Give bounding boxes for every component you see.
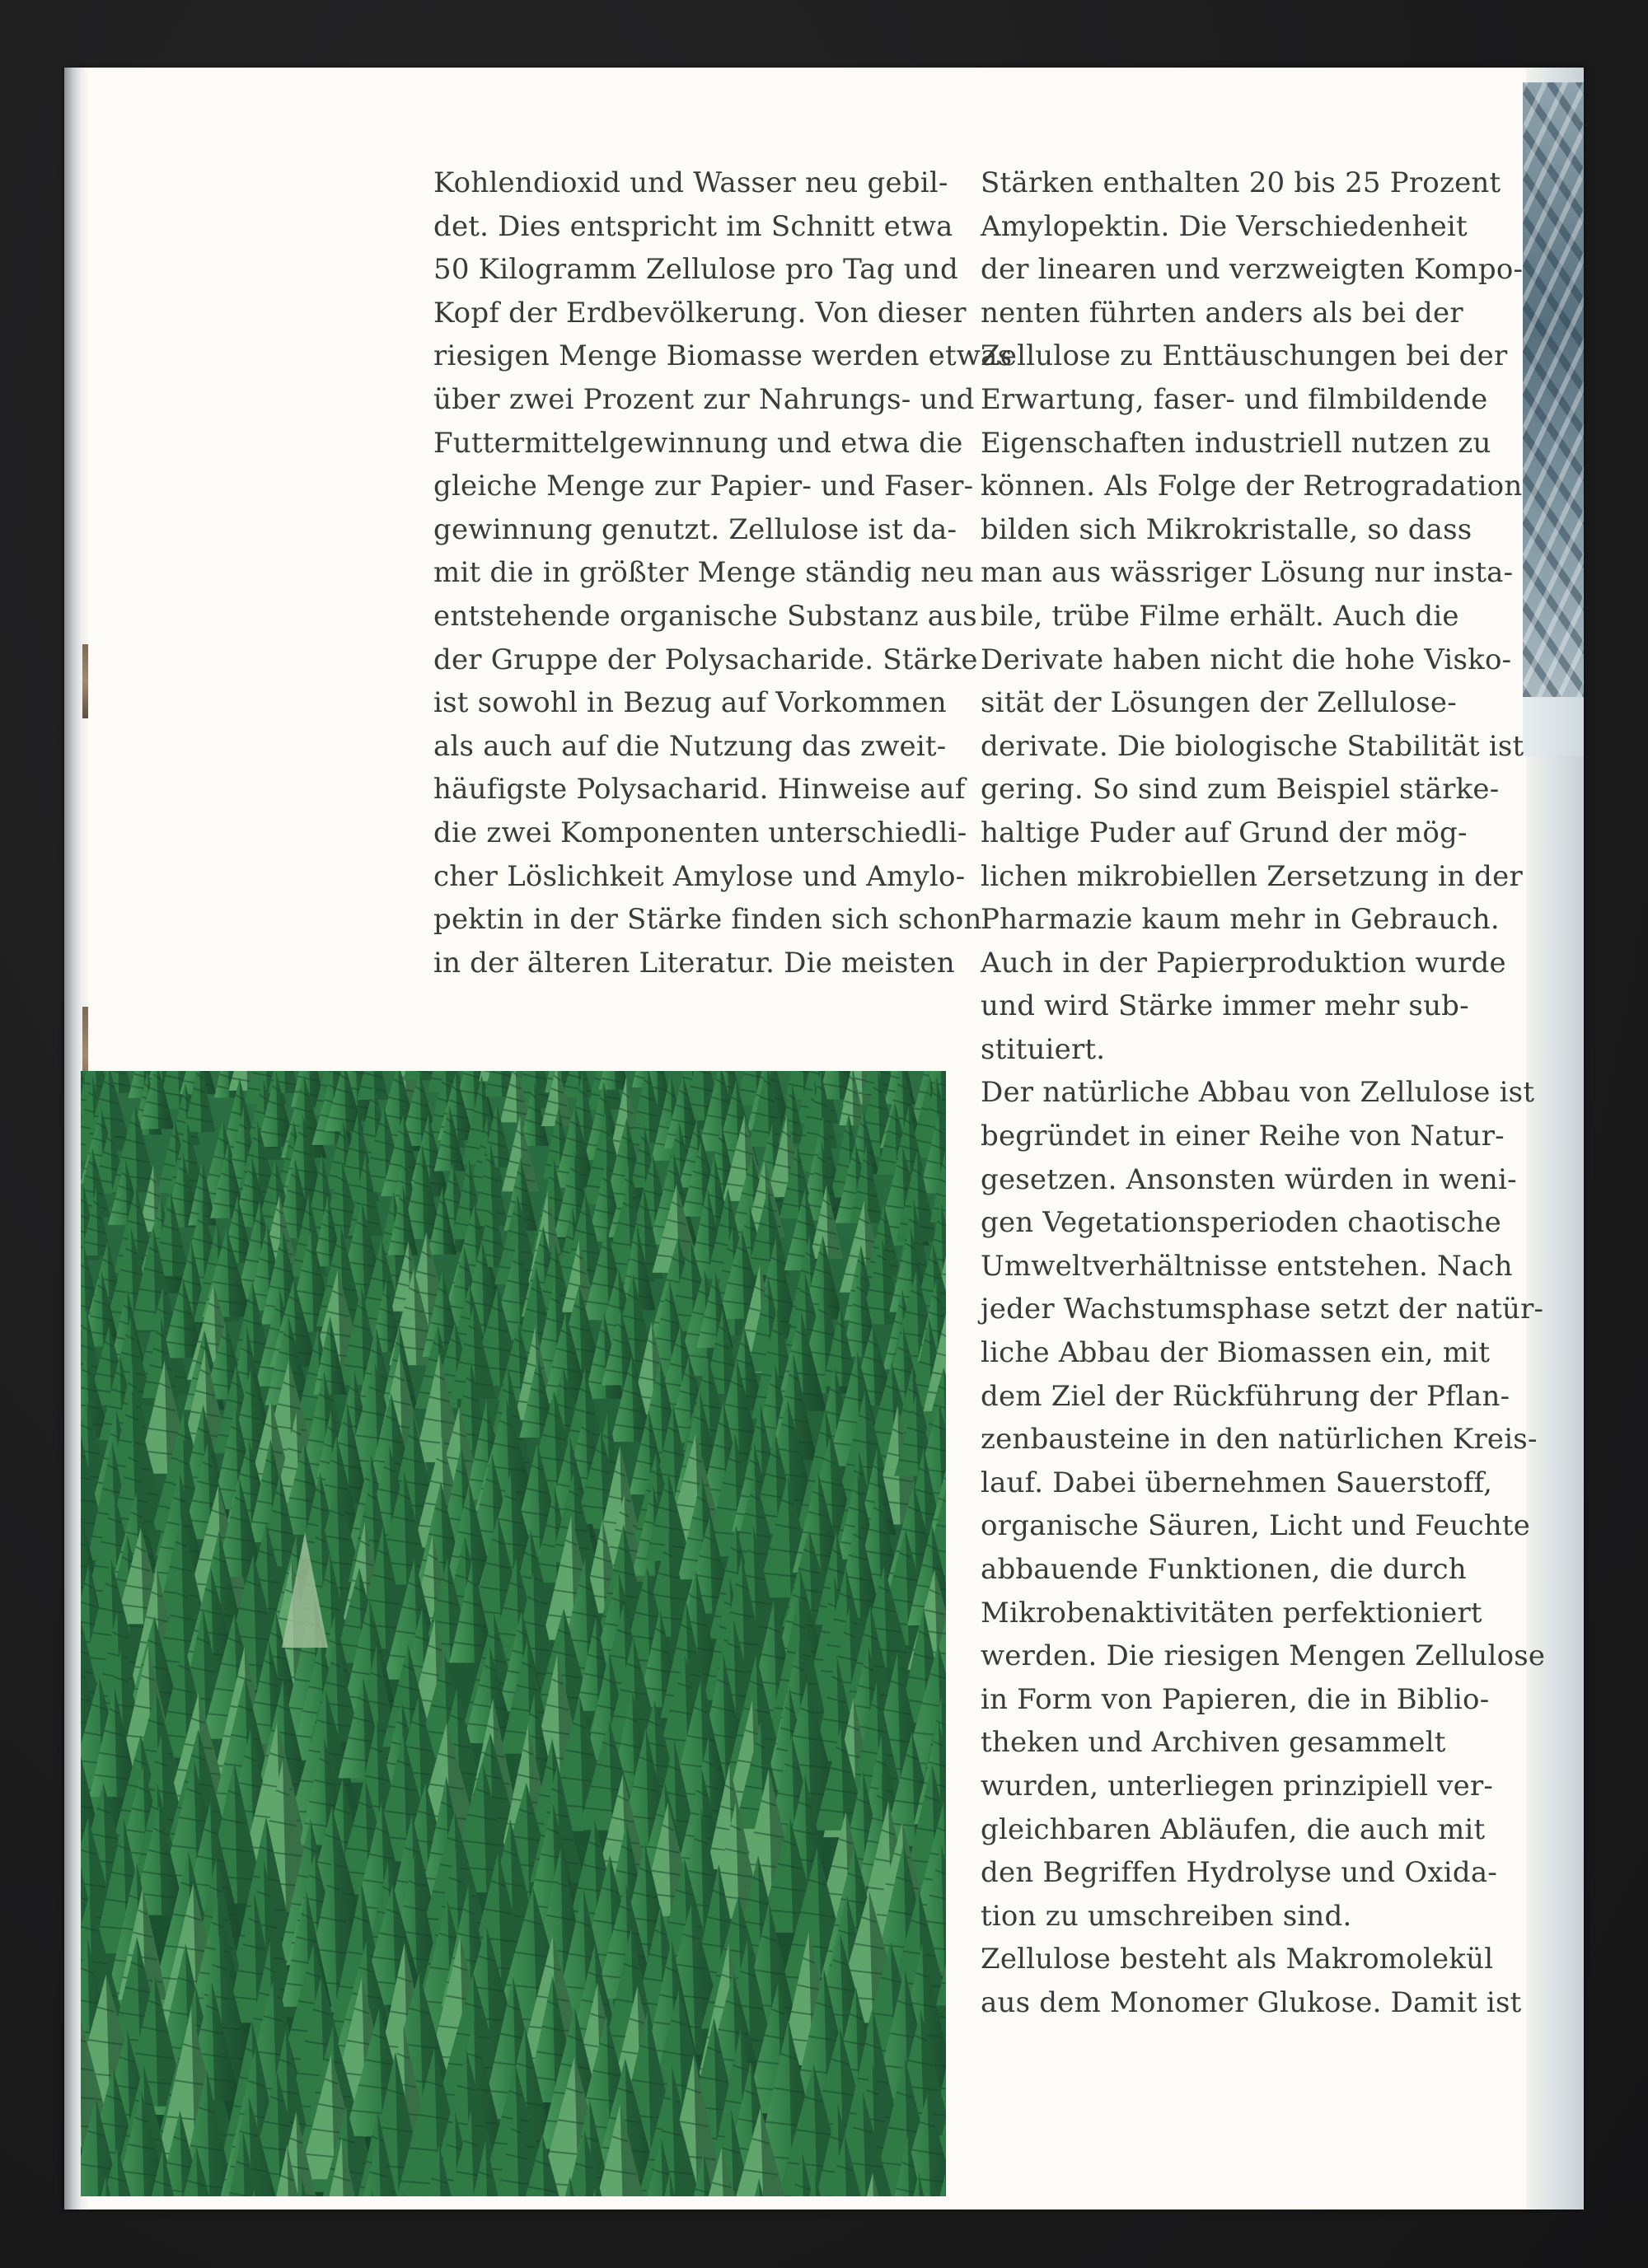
text-line: theken und Archiven gesammelt: [981, 1726, 1446, 1760]
text-line: gen Vegetationsperioden chaotische: [981, 1206, 1501, 1240]
text-line: häufigste Polysacharid. Hinweise auf: [433, 773, 966, 807]
text-line: haltige Puder auf Grund der mög-: [981, 816, 1468, 849]
text-line: die zwei Komponenten unterschiedli-: [433, 816, 967, 849]
text-line: gewinnung genutzt. Zellulose ist da-: [433, 512, 957, 546]
text-line: Mikrobenaktivitäten perfektioniert: [981, 1596, 1482, 1630]
text-column-right: [981, 161, 1557, 2025]
text-line: als auch auf die Nutzung das zweit-: [433, 729, 947, 763]
text-line: Derivate haben nicht die hohe Visko-: [981, 643, 1512, 676]
text-line: und wird Stärke immer mehr sub-: [981, 989, 1469, 1023]
text-line: entstehende organische Substanz aus: [433, 599, 977, 633]
text-line: Auch in der Papierproduktion wurde: [981, 946, 1506, 980]
magazine-page: [64, 68, 1584, 2210]
text-line: über zwei Prozent zur Nahrungs- und: [433, 382, 975, 416]
text-line: werden. Die riesigen Mengen Zellulose: [981, 1639, 1546, 1673]
text-line: organische Säuren, Licht und Feuchte: [981, 1509, 1531, 1543]
text-line: riesigen Menge Biomasse werden etwas: [433, 339, 1013, 373]
text-line: liche Abbau der Biomassen ein, mit: [981, 1336, 1491, 1370]
text-line: gesetzen. Ansonsten würden in weni-: [981, 1162, 1517, 1196]
text-line: Der natürliche Abbau von Zellulose ist: [981, 1076, 1535, 1110]
text-line: ist sowohl in Bezug auf Vorkommen: [433, 686, 947, 720]
text-line: in der älteren Literatur. Die meisten: [433, 946, 955, 980]
text-line: aus dem Monomer Glukose. Damit ist: [981, 1985, 1522, 2019]
text-line: Amylopektin. Die Verschiedenheit: [981, 209, 1468, 243]
text-line: Kohlendioxid und Wasser neu gebil-: [433, 166, 948, 199]
text-line: jeder Wachstumsphase setzt der natür-: [981, 1293, 1544, 1326]
text-column-left: [433, 161, 1013, 984]
text-line: stituiert.: [981, 1032, 1106, 1066]
text-line: derivate. Die biologische Stabilität ist: [981, 729, 1524, 763]
text-line: Zellulose zu Enttäuschungen bei der: [981, 339, 1508, 373]
text-line: Pharmazie kaum mehr in Gebrauch.: [981, 903, 1500, 937]
text-line: det. Dies entspricht im Schnitt etwa: [433, 209, 953, 243]
text-line: zenbausteine in den natürlichen Kreis-: [981, 1423, 1538, 1457]
text-line: begründet in einer Reihe von Natur-: [981, 1120, 1505, 1153]
text-line: Umweltverhältnisse entstehen. Nach: [981, 1249, 1513, 1283]
text-line: Futtermittelgewinnung und etwa die: [433, 426, 963, 460]
text-line: man aus wässriger Lösung nur insta-: [981, 556, 1514, 590]
text-line: Erwartung, faser- und filmbildende: [981, 382, 1488, 416]
forest-photo: [81, 1071, 946, 2196]
text-line: abbauende Funktionen, die durch: [981, 1553, 1467, 1586]
text-line: lauf. Dabei übernehmen Sauerstoff,: [981, 1466, 1493, 1499]
text-line: bile, trübe Filme erhält. Auch die: [981, 599, 1459, 633]
text-line: Zellulose besteht als Makromolekül: [981, 1943, 1494, 1976]
text-line: Eigenschaften industriell nutzen zu: [981, 426, 1491, 460]
text-line: der Gruppe der Polysacharide. Stärke: [433, 643, 978, 676]
text-line: lichen mikrobiellen Zersetzung in der: [981, 859, 1523, 893]
text-line: pektin in der Stärke finden sich schon: [433, 903, 982, 937]
text-line: gering. So sind zum Beispiel stärke-: [981, 773, 1500, 807]
text-line: der linearen und verzweigten Kompo-: [981, 253, 1524, 287]
text-line: dem Ziel der Rückführung der Pflan-: [981, 1379, 1510, 1413]
text-line: gleiche Menge zur Papier- und Faser-: [433, 470, 974, 503]
text-line: mit die in größter Menge ständig neu: [433, 556, 974, 590]
text-line: bilden sich Mikrokristalle, so dass: [981, 512, 1472, 546]
text-line: cher Löslichkeit Amylose und Amylo-: [433, 859, 966, 893]
text-line: den Begriffen Hydrolyse und Oxida-: [981, 1856, 1498, 1890]
text-line: können. Als Folge der Retrogradation: [981, 470, 1523, 503]
text-line: nenten führten anders als bei der: [981, 296, 1463, 330]
text-line: Stärken enthalten 20 bis 25 Prozent: [981, 166, 1501, 199]
text-line: Kopf der Erdbevölkerung. Von dieser: [433, 296, 967, 330]
text-line: wurden, unterliegen prinzipiell ver-: [981, 1769, 1494, 1803]
text-line: 50 Kilogramm Zellulose pro Tag und: [433, 253, 958, 287]
text-line: sität der Lösungen der Zellulose-: [981, 686, 1457, 720]
text-line: gleichbaren Abläufen, die auch mit: [981, 1812, 1486, 1846]
binding-edge-mark: [82, 644, 88, 718]
text-line: tion zu umschreiben sind.: [981, 1899, 1352, 1933]
text-line: in Form von Papieren, die in Biblio-: [981, 1682, 1490, 1716]
